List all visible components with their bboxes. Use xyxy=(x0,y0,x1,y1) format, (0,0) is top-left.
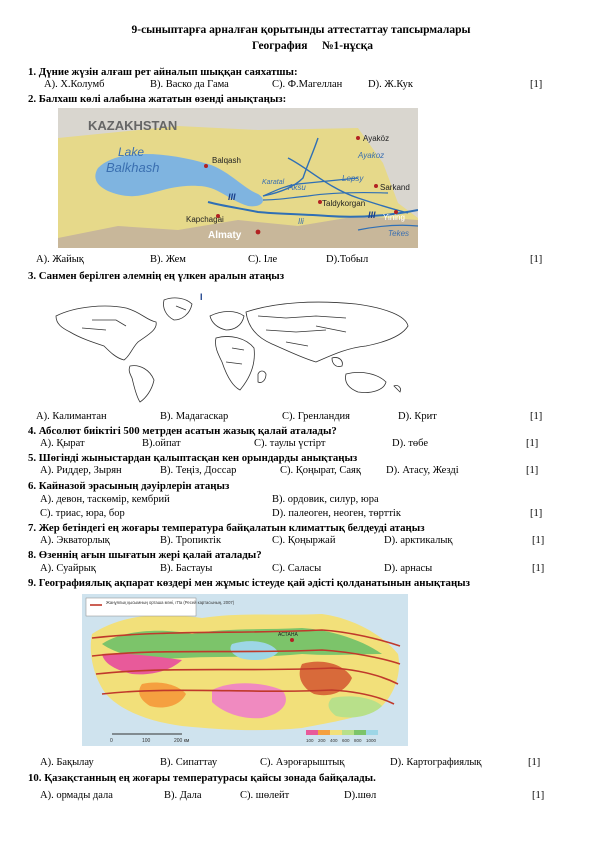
world-outline-map xyxy=(46,286,418,404)
world-map-marker: I xyxy=(200,292,203,302)
q3-option-b[interactable]: В). Мадагаскар xyxy=(160,411,229,422)
question-9: 9. Географиялық ақпарат көздері мен жұмыс істеуде қай әдісті қолданатынын анықтаңыз xyxy=(28,577,470,589)
q10-option-a[interactable]: А). ормады дала xyxy=(40,790,113,801)
world-outline-map-svg xyxy=(46,286,418,404)
q8-option-d[interactable]: D). арнасы xyxy=(384,563,433,574)
q5-option-b[interactable]: В). Теңіз, Доссар xyxy=(160,465,237,476)
q1-option-c[interactable]: С). Ф.Магеллан xyxy=(272,79,343,90)
climate-legend-value-3: 400 xyxy=(330,738,338,743)
q4-option-c[interactable]: С). таулы үстірт xyxy=(254,438,326,449)
q2-option-a[interactable]: А). Жайық xyxy=(36,254,84,265)
question-8: 8. Өзеннің ағын шығатын жері қалай аталады? xyxy=(28,549,262,561)
q5-points: [1] xyxy=(526,465,539,476)
q6-option-b[interactable]: В). ордовик, силур, юра xyxy=(272,494,379,505)
question-1: 1. Дүние жүзін алғаш рет айналып шыққан саяхатшы: xyxy=(28,66,298,78)
q3-option-c[interactable]: С). Гренландия xyxy=(282,411,350,422)
map-country-label: KAZAKHSTAN xyxy=(88,118,178,133)
question-4: 4. Абсолют биіктігі 500 метрден асатын жазық қалай аталады? xyxy=(28,425,337,437)
climate-legend-value-5: 800 xyxy=(354,738,362,743)
map-ili-label: Ili xyxy=(298,217,304,226)
climate-legend-value-6: 1000 xyxy=(366,738,377,743)
map-lake-label-2: Balkhash xyxy=(106,160,160,175)
q5-option-a[interactable]: А). Риддер, Зырян xyxy=(40,465,122,476)
map-almaty-label: Almaty xyxy=(208,230,242,241)
q8-points: [1] xyxy=(532,563,545,574)
q10-option-c[interactable]: С). шөлейт xyxy=(240,790,290,801)
q9-option-c[interactable]: С). Аэроғарыштық xyxy=(260,757,345,768)
map-kapchagai-label: Kapchagai xyxy=(186,215,224,224)
q2-option-c[interactable]: С). Іле xyxy=(248,254,278,265)
question-3: 3. Санмен берілген әлемнің ең үлкен аралын атаңыз xyxy=(28,270,285,282)
question-7: 7. Жер бетіндегі ең жоғары температура байқалатын климаттық белдеуді атаңыз xyxy=(28,522,425,534)
q1-option-b[interactable]: В). Васко да Гама xyxy=(150,79,229,90)
q4-option-d[interactable]: D). төбе xyxy=(392,438,429,449)
q3-points: [1] xyxy=(530,411,543,422)
q2-points: [1] xyxy=(530,254,543,265)
q4-option-a[interactable]: А). Қырат xyxy=(40,438,85,449)
balkhash-map xyxy=(58,108,418,248)
q3-option-d[interactable]: D). Крит xyxy=(398,411,437,422)
q10-option-d[interactable]: D).шөл xyxy=(344,790,377,801)
climate-map-astana-label: АСТАНА xyxy=(278,632,298,638)
q8-option-c[interactable]: С). Саласы xyxy=(272,563,322,574)
climate-map-scale-200: 200 км xyxy=(174,738,190,744)
map-karatal-label: Karatal xyxy=(262,179,285,186)
balkhash-map-svg xyxy=(58,108,418,248)
q3-option-a[interactable]: А). Калимантан xyxy=(36,411,107,422)
q4-points: [1] xyxy=(526,438,539,449)
question-6: 6. Кайназой эрасының дәуірлерін атаңыз xyxy=(28,480,230,492)
map-balqash-label: Balqash xyxy=(212,156,241,165)
map-aksu-label: Aksu xyxy=(288,183,306,192)
map-ayakoz-river-label: Ayakoz xyxy=(358,151,385,160)
map-tekes-label: Tekes xyxy=(388,229,410,238)
q1-option-d[interactable]: D). Ж.Кук xyxy=(368,79,413,90)
map-marker-2: III xyxy=(368,210,376,220)
q7-option-b[interactable]: В). Тропиктік xyxy=(160,535,222,546)
question-10: 10. Қазақстанның ең жоғары температурасы қайсы зонада байқалады. xyxy=(28,772,376,784)
q5-option-c[interactable]: С). Қоңырат, Саяқ xyxy=(280,465,361,476)
q10-option-b[interactable]: В). Дала xyxy=(164,790,202,801)
q9-option-d[interactable]: D). Картографиялық xyxy=(390,757,482,768)
question-2: 2. Балхаш көлі алабына жататын өзенді анықтаңыз: xyxy=(28,93,287,105)
map-lepsy-label: Lepsy xyxy=(342,174,364,183)
q7-option-c[interactable]: С). Қоңыржай xyxy=(272,535,336,546)
kazakhstan-climate-map-svg xyxy=(82,594,408,746)
page-title: 9-сыныптарға арналған қорытынды аттестаттау тапсырмалары xyxy=(131,24,471,36)
question-5: 5. Шөгінді жыныстардан қалыптасқан кен орындарды анықтаңыз xyxy=(28,452,358,464)
q1-points: [1] xyxy=(530,79,543,90)
map-taldykorgan-label: Taldykorgan xyxy=(322,199,366,208)
climate-map-legend-note: Жанұялық қысымның орташа мәні, гПа (Ресей картасының, 2007) xyxy=(106,600,235,605)
map-lake-label-1: Lake xyxy=(118,145,145,159)
climate-map-scale-0: 0 xyxy=(110,738,113,744)
q8-option-b[interactable]: В). Бастауы xyxy=(160,563,213,574)
climate-legend-value-1: 100 xyxy=(306,738,314,743)
q2-option-b[interactable]: В). Жем xyxy=(150,254,186,265)
map-sarkand-label: Sarkand xyxy=(380,183,410,192)
kazakhstan-climate-map xyxy=(82,594,408,746)
q7-option-d[interactable]: D). арктикалық xyxy=(384,535,453,546)
q6-points: [1] xyxy=(530,508,543,519)
climate-legend-value-2: 200 xyxy=(318,738,326,743)
q4-option-b[interactable]: В).ойпат xyxy=(142,438,181,449)
q6-option-c[interactable]: С). триас, юра, бор xyxy=(40,508,125,519)
map-ayakoz-city-label: Ayaköz xyxy=(363,134,390,143)
q6-option-a[interactable]: А). девон, таскөмір, кембрий xyxy=(40,494,170,505)
variant-label: №1-нұсқа xyxy=(322,40,373,52)
q8-option-a[interactable]: А). Суайрық xyxy=(40,563,96,574)
q2-option-d[interactable]: D).Тобыл xyxy=(326,254,369,265)
subject-label: География xyxy=(252,40,308,52)
map-yining-label: Yining xyxy=(383,213,405,222)
q9-option-b[interactable]: В). Сипаттау xyxy=(160,757,218,768)
q9-option-a[interactable]: А). Бақылау xyxy=(40,757,94,768)
q6-option-d[interactable]: D). палеоген, неоген, төрттік xyxy=(272,508,401,519)
q5-option-d[interactable]: D). Атасу, Жезді xyxy=(386,465,459,476)
q10-points: [1] xyxy=(532,790,545,801)
q7-option-a[interactable]: А). Экваторлық xyxy=(40,535,110,546)
q9-points: [1] xyxy=(528,757,541,768)
climate-map-scale-100: 100 xyxy=(142,738,151,744)
q1-option-a[interactable]: А). Х.Колумб xyxy=(44,79,105,90)
map-marker-1: III xyxy=(228,192,236,202)
q7-points: [1] xyxy=(532,535,545,546)
climate-legend-value-4: 600 xyxy=(342,738,350,743)
